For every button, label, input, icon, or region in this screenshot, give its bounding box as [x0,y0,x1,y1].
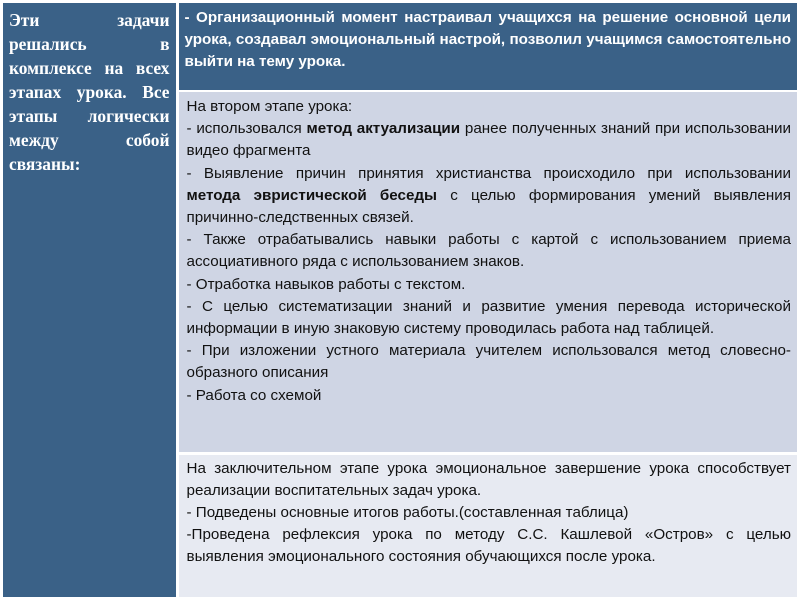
final-stage-cell [177,453,797,597]
second-stage-item: - С целью систематизации знаний и развитие умения перевода исторической информации в иную знаковую систему проводилась работа над таблицей. [186,297,791,338]
second-stage-heading: На втором этапе урока: [186,98,353,115]
organizational-stage-text: - Организационный момент настраивал учащихся на решение основной цели урока, создавал эмоциональный настрой, позволил учащимся самостоятельно выйти на тему урока. [184,9,791,70]
second-stage-item: - Выявление причин принятия христианства происходило при использовании метода эвристической беседы с целью формирования умений выявления причинно-следственных связей. [186,164,791,227]
bold-term: метод актуализации [306,120,461,138]
final-stage-item: -Проведена рефлексия урока по методу С.С. Кашлевой «Остров» с целью выявления эмоционального состояния обучающихся после урока. [186,526,791,566]
final-stage-intro: На заключительном этапе урока эмоциональное завершение урока способствует реализации воспитательных задач урока. [186,459,791,499]
lesson-stages-table [3,3,797,597]
summary-cell [3,3,177,597]
second-stage-item: - Отработка навыков работы с текстом. [186,275,466,293]
final-stage-item: - Подведены основные итогов работы.(составленная таблица) [186,503,629,521]
second-stage-item: - использовался метод актуализации ранее полученных знаний при использовании видео фрагмента [186,120,791,160]
organizational-stage-cell [177,3,797,91]
second-stage-item: - Также отрабатывались навыки работы с картой с использованием приема ассоциативного ряда с использованием знаков. [186,231,791,271]
bold-term: метода эвристической беседы [186,186,438,204]
second-stage-cell [177,91,797,453]
summary-text: Эти задачи решались в комплексе на всех этапах урока. Все этапы логически между собой связаны: [9,10,170,174]
second-stage-item: - Работа со схемой [186,386,322,404]
second-stage-item: - При изложении устного материала учителем использовался метод словесно-образного описания [186,342,791,382]
